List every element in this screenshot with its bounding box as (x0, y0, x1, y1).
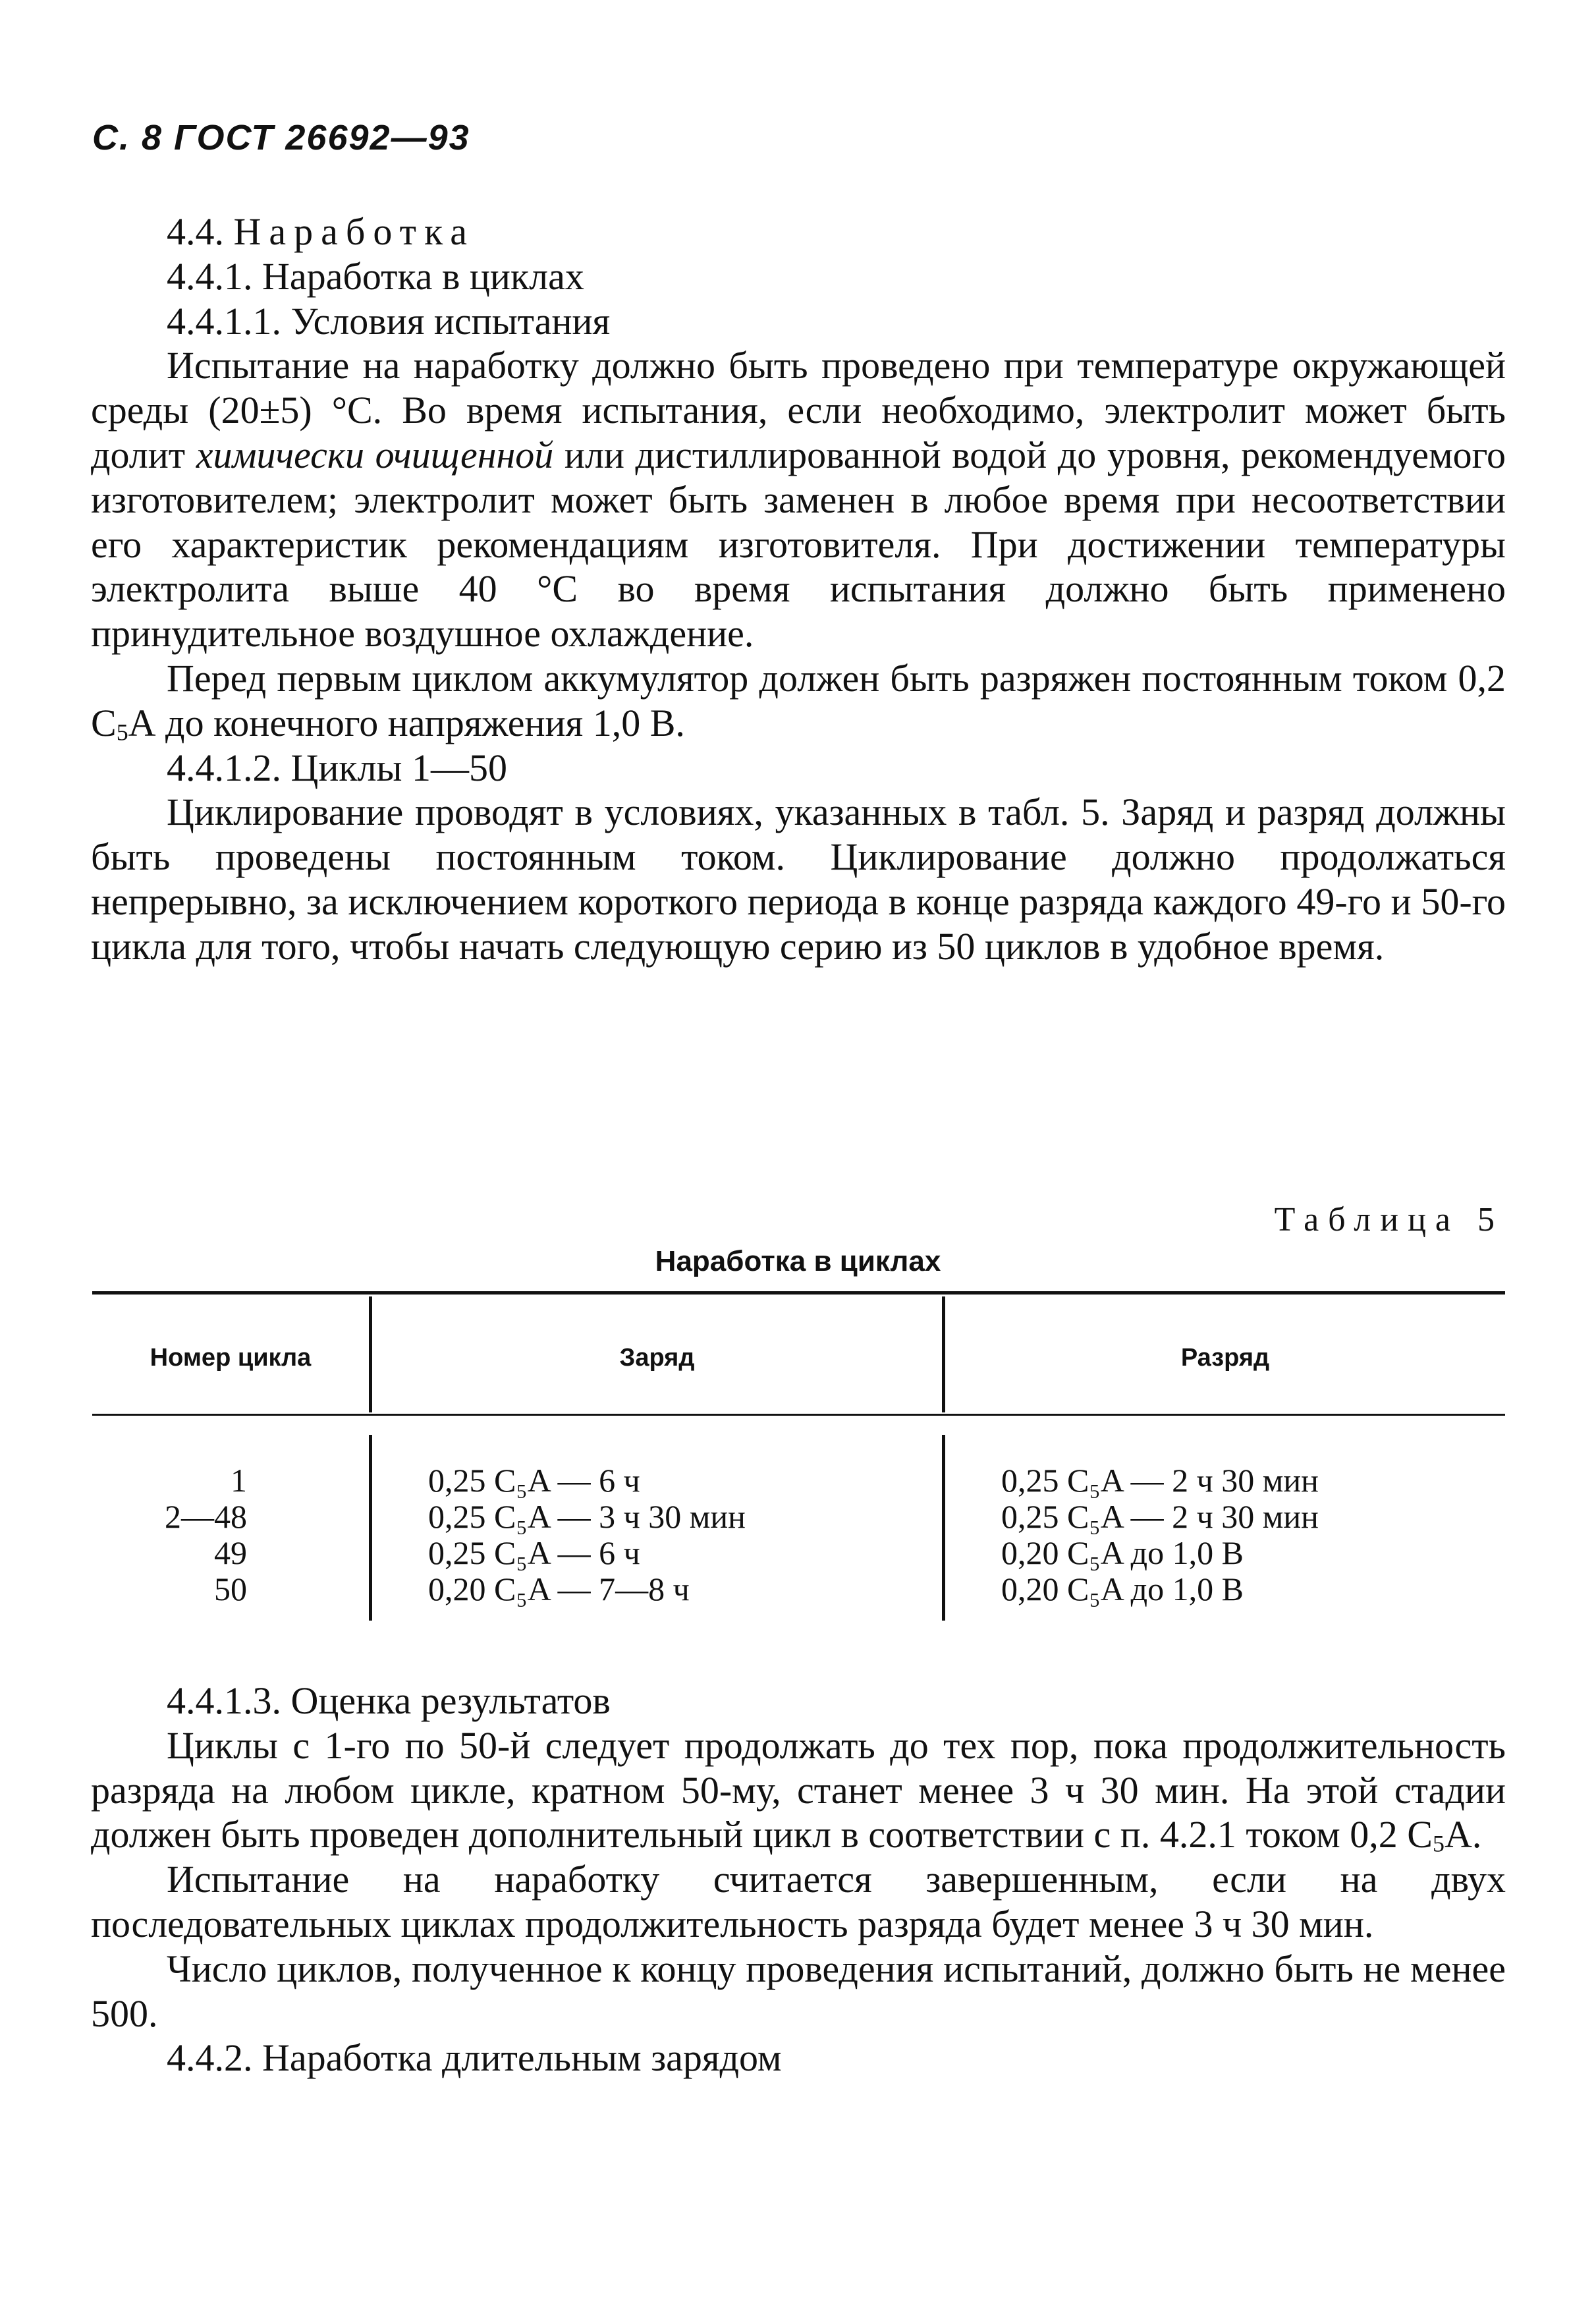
paragraph-cycle-count: Число циклов, полученное к концу проведения испытаний, должно быть не менее 500. (91, 1947, 1506, 2035)
table-header-rule (92, 1414, 1505, 1416)
paragraph-text: или дистиллированной водой до уровня, рекомендуемого изготовителем; электролит может быть заменен в любое время при несоответствии его характеристик рекомендациям изготовителя. При достижении температуры электролита выше 40 °С во время испытания должно быть применено принудительное воздушное охлаждение. (91, 433, 1506, 655)
paragraph-text: А до конечного напряжения 1,0 В. (128, 701, 685, 744)
table-title: Наработка в циклах (655, 1245, 941, 1277)
page-header: С. 8 ГОСТ 26692—93 (92, 118, 470, 157)
paragraph-initial-discharge (91, 656, 1506, 746)
paragraph-text: Перед первым циклом аккумулятор должен быть разряжен постоянным током 0,2 C (91, 656, 1506, 744)
subscript: 5 (1432, 1830, 1445, 1857)
subsection-heading: 4.4.1.1. Условия испытания (167, 299, 611, 343)
table-column-divider (369, 1435, 372, 1621)
table-cell-cycle: 2—48 (165, 1498, 247, 1535)
subscript: 5 (116, 719, 128, 746)
table-cell-charge: 0,20 C₅A — 7—8 ч (428, 1571, 690, 1607)
table-cell-charge: 0,25 C₅A — 6 ч (428, 1462, 640, 1499)
paragraph-completion: Испытание на наработку считается завершенным, если на двух последовательных циклах продолжительность разряда будет менее 3 ч 30 мин. (91, 1858, 1506, 1945)
section-number: 4.4. (167, 210, 224, 253)
subsection-heading: 4.4.2. Наработка длительным зарядом (167, 2036, 782, 2080)
paragraph-text: Испытание на наработку должно быть проведено при температуре окружающей среды (20±5) °С. Во время испытания, если необходимо, электролит может быть долит (91, 344, 1506, 476)
table-top-rule (92, 1291, 1505, 1295)
table-cell-charge: 0,25 C₅A — 3 ч 30 мин (428, 1498, 746, 1535)
table-cell-cycle: 49 (214, 1534, 247, 1571)
section-title: Наработка (233, 210, 476, 253)
paragraph-cycles: Циклирование проводят в условиях, указанных в табл. 5. Заряд и разряд должны быть проведены постоянным током. Циклирование должно продолжаться непрерывно, за исключением короткого периода в конце разряда каждого 49-го и 50-го цикла для того, чтобы начать следующую серию из 50 циклов в удобное время. (91, 791, 1506, 968)
column-header-discharge: Разряд (1180, 1344, 1270, 1372)
table-cell-discharge: 0,20 C₅A до 1,0 В (1001, 1571, 1244, 1607)
paragraph-conditions (91, 343, 1506, 656)
subsection-heading: 4.4.1. Наработка в циклах (167, 254, 584, 298)
column-header-charge: Заряд (619, 1344, 695, 1372)
subsection-heading: 4.4.1.2. Циклы 1—50 (167, 746, 508, 789)
subsection-heading: 4.4.1.3. Оценка результатов (167, 1679, 611, 1722)
table-cell-cycle: 50 (214, 1571, 247, 1607)
paragraph-text: Циклы с 1-го по 50-й следует продолжать до тех пор, пока продолжительность разряда на любом цикле, кратном 50-му, станет менее 3 ч 30 мин. На этой стадии должен быть проведен дополнительный цикл в соответствии с п. 4.2.1 током 0,2 C (91, 1723, 1506, 1856)
text-block-upper (91, 209, 1506, 969)
column-header-cycle: Номер цикла (150, 1344, 312, 1372)
table-label: Таблица 5 (1274, 1201, 1504, 1239)
table-cell-discharge: 0,20 C₅A до 1,0 В (1001, 1534, 1244, 1571)
paragraph-results (91, 1723, 1506, 1857)
table-cell-discharge: 0,25 C₅A — 2 ч 30 мин (1001, 1462, 1319, 1499)
table-column-divider (942, 1435, 945, 1621)
paragraph-text: А. (1444, 1813, 1482, 1856)
italic-emphasis: химически очищенной (196, 433, 554, 476)
text-block-lower (91, 1679, 1506, 2080)
table-cell-charge: 0,25 C₅A — 6 ч (428, 1534, 640, 1571)
table-cell-cycle: 1 (231, 1462, 247, 1499)
table-cell-discharge: 0,25 C₅A — 2 ч 30 мин (1001, 1498, 1319, 1535)
section-heading (91, 209, 1506, 254)
